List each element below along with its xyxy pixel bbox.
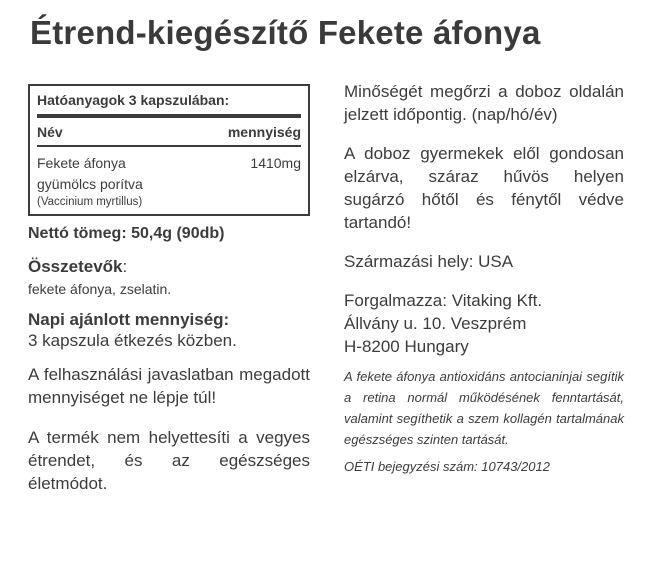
diet-warning: A termék nem helyettesíti a vegyes étrendet, és az egészséges életmódot. <box>28 428 310 493</box>
origin-text: Származási hely: USA <box>344 252 514 271</box>
ingredient-latin: (Vaccinium myrtillus) <box>37 196 143 208</box>
ingredients-text: fekete áfonya, zselatin. <box>28 281 172 297</box>
left-column <box>28 84 310 495</box>
storage-text: A doboz gyermekek elől gondosan elzárva, száraz hűvös helyen sugárzó hőtől és fénytől védve tartandó! <box>344 144 624 232</box>
daily-dose-text: 3 kapszula étkezés közben. <box>28 331 237 350</box>
distributor-line2: Állvány u. 10. Veszprém <box>344 314 527 333</box>
daily-dose-heading: Napi ajánlott mennyiség: <box>28 310 230 329</box>
ingredient-cell <box>37 153 143 209</box>
ingredient-amount: 1410mg <box>250 155 301 171</box>
nutrition-row <box>37 147 301 209</box>
nutrition-box-columns <box>37 118 301 147</box>
nutrition-box-header: Hatóanyagok 3 kapszulában: <box>37 92 301 118</box>
ingredients-label: Összetevők <box>28 257 123 276</box>
shelf-life-text: Minőségét megőrzi a doboz oldalán jelzett időpontig. (nap/hó/év) <box>344 82 624 124</box>
ingredient-name-line1: Fekete áfonya <box>37 155 126 171</box>
distributor-line3: H-8200 Hungary <box>344 337 469 356</box>
right-column <box>344 80 624 474</box>
dose-warning: A felhasználási javaslatban megadott mennyiséget ne lépje túl! <box>28 365 310 407</box>
ingredients-colon: : <box>122 257 128 276</box>
ingredient-name-line2: gyümölcs porítva <box>37 176 143 192</box>
registration-number: OÉTI bejegyzési szám: 10743/2012 <box>344 459 550 474</box>
column-name: Név <box>37 124 63 140</box>
health-claim: A fekete áfonya antioxidáns antocianinjai segítik a retina normál működésének fenntartását, valamint segíthetik a szem kollagén tartalmának egészséges szinten tartását. <box>344 369 624 447</box>
distributor-line1: Forgalmazza: Vitaking Kft. <box>344 291 543 310</box>
ingredients-heading <box>28 257 310 277</box>
product-title: Étrend-kiegészítő Fekete áfonya <box>30 14 541 51</box>
net-weight: Nettó tömeg: 50,4g (90db) <box>28 225 225 242</box>
column-amount: mennyiség <box>227 124 301 140</box>
distributor-block <box>344 289 624 358</box>
nutrition-box <box>28 84 310 216</box>
